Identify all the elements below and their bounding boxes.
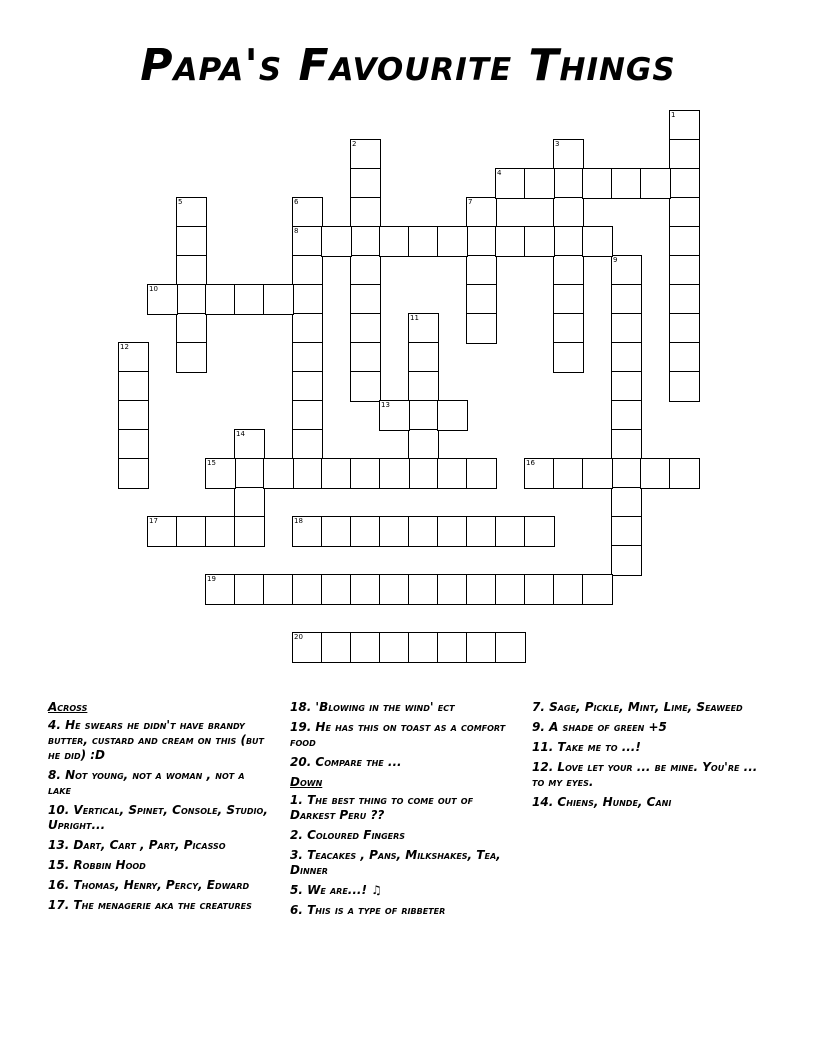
grid-cell[interactable] [118, 458, 149, 489]
down-clue: 7. Sage, Pickle, Mint, Lime, Seaweed [532, 700, 743, 714]
grid-cell[interactable] [611, 400, 642, 431]
grid-cell[interactable] [321, 632, 352, 663]
grid-cell[interactable] [524, 458, 555, 489]
across-clue: 15. Robbin Hood [48, 858, 146, 872]
grid-cell[interactable] [292, 226, 323, 257]
grid-cell[interactable] [582, 458, 613, 489]
grid-cell[interactable] [205, 458, 236, 489]
down-clue: 3. Teacakes , Pans, Milkshakes, Tea, Dinner [290, 848, 501, 877]
grid-cell[interactable] [350, 371, 381, 402]
across-clue: 8. Not young, not a woman , not a lake [48, 768, 245, 797]
grid-cell[interactable] [292, 284, 323, 315]
grid-cell[interactable] [669, 458, 700, 489]
grid-cell[interactable] [437, 226, 468, 257]
grid-cell[interactable] [553, 226, 584, 257]
grid-cell[interactable] [292, 574, 323, 605]
grid-cell[interactable] [118, 400, 149, 431]
grid-cell[interactable] [350, 342, 381, 373]
down-clue: 14. Chiens, Hunde, Cani [532, 795, 672, 809]
grid-cell[interactable] [176, 342, 207, 373]
grid-cell[interactable] [553, 458, 584, 489]
down-clue: 5. We are...! ♫ [290, 883, 382, 897]
grid-cell[interactable] [176, 313, 207, 344]
clues-column-1 [48, 700, 270, 918]
grid-cell[interactable] [292, 342, 323, 373]
grid-cell[interactable] [379, 632, 410, 663]
grid-cell[interactable] [292, 255, 323, 286]
grid-cell[interactable] [350, 168, 381, 199]
grid-cell[interactable] [495, 226, 526, 257]
grid-cell[interactable] [466, 255, 497, 286]
grid-cell[interactable] [669, 313, 700, 344]
grid-cell[interactable] [379, 574, 410, 605]
grid-cell[interactable] [611, 371, 642, 402]
grid-cell[interactable] [234, 487, 265, 518]
grid-cell[interactable] [611, 487, 642, 518]
grid-cell[interactable] [292, 429, 323, 460]
grid-cell[interactable] [176, 284, 207, 315]
grid-cell[interactable] [321, 458, 352, 489]
grid-cell[interactable] [408, 458, 439, 489]
down-clue: 6. This is a type of ribbeter [290, 903, 446, 917]
grid-cell[interactable] [350, 516, 381, 547]
clue-number: 7 [468, 198, 473, 206]
grid-cell[interactable] [205, 574, 236, 605]
across-clue: 17. The menagerie aka the creatures [48, 898, 252, 912]
grid-cell[interactable] [234, 284, 265, 315]
grid-cell[interactable] [147, 284, 178, 315]
grid-cell[interactable] [176, 226, 207, 257]
grid-cell[interactable] [466, 632, 497, 663]
grid-cell[interactable] [553, 197, 584, 228]
grid-cell[interactable] [408, 632, 439, 663]
grid-cell[interactable] [669, 342, 700, 373]
grid-cell[interactable] [350, 458, 381, 489]
grid-cell[interactable] [292, 371, 323, 402]
clue-number: 2 [352, 140, 357, 148]
grid-cell[interactable] [611, 313, 642, 344]
grid-cell[interactable] [466, 458, 497, 489]
grid-cell[interactable] [292, 632, 323, 663]
grid-cell[interactable] [611, 168, 642, 199]
grid-cell[interactable] [611, 545, 642, 576]
grid-cell[interactable] [205, 516, 236, 547]
grid-cell[interactable] [553, 284, 584, 315]
grid-cell[interactable] [321, 226, 352, 257]
clue-number: 19 [207, 575, 216, 583]
grid-cell[interactable] [350, 574, 381, 605]
grid-cell[interactable] [321, 516, 352, 547]
grid-cell[interactable] [582, 574, 613, 605]
grid-cell[interactable] [350, 226, 381, 257]
grid-cell[interactable] [466, 226, 497, 257]
down-clue: 9. A shade of green +5 [532, 720, 667, 734]
clues-column-3 [532, 700, 762, 815]
grid-cell[interactable] [234, 574, 265, 605]
down-clue: 12. Love let your ... be mine. You're ... to my eyes. [532, 760, 758, 789]
clue-number: 4 [497, 169, 502, 177]
grid-cell[interactable] [408, 226, 439, 257]
down-clue: 2. Coloured Fingers [290, 828, 406, 842]
grid-cell[interactable] [466, 313, 497, 344]
grid-cell[interactable] [495, 574, 526, 605]
grid-cell[interactable] [205, 284, 236, 315]
grid-cell[interactable] [263, 284, 294, 315]
grid-cell[interactable] [350, 197, 381, 228]
grid-cell[interactable] [582, 168, 613, 199]
grid-cell[interactable] [466, 197, 497, 228]
grid-cell[interactable] [669, 371, 700, 402]
grid-cell[interactable] [553, 139, 584, 170]
grid-cell[interactable] [408, 429, 439, 460]
clue-number: 3 [555, 140, 560, 148]
clue-number: 18 [294, 517, 303, 525]
clue-number: 1 [671, 111, 676, 119]
grid-cell[interactable] [234, 458, 265, 489]
grid-cell[interactable] [176, 255, 207, 286]
grid-cell[interactable] [379, 400, 410, 431]
grid-cell[interactable] [292, 458, 323, 489]
grid-cell[interactable] [234, 516, 265, 547]
grid-cell[interactable] [437, 516, 468, 547]
down-clue: 1. The best thing to come out of Darkest Peru ?? [290, 793, 474, 822]
grid-cell[interactable] [495, 516, 526, 547]
grid-cell[interactable] [350, 632, 381, 663]
across-clue: 18. 'Blowing in the wind' ect [290, 700, 455, 714]
clue-number: 12 [120, 343, 129, 351]
down-header: Down [290, 775, 323, 789]
grid-cell[interactable] [408, 516, 439, 547]
grid-cell[interactable] [611, 255, 642, 286]
grid-cell[interactable] [640, 458, 671, 489]
grid-cell[interactable] [379, 516, 410, 547]
across-clue: 19. He has this on toast as a comfort food [290, 720, 506, 749]
grid-cell[interactable] [553, 255, 584, 286]
grid-cell[interactable] [524, 574, 555, 605]
grid-cell[interactable] [669, 197, 700, 228]
grid-cell[interactable] [379, 458, 410, 489]
grid-cell[interactable] [669, 168, 700, 199]
across-clue: 10. Vertical, Spinet, Console, Studio, Upright... [48, 803, 268, 832]
grid-cell[interactable] [466, 574, 497, 605]
grid-cell[interactable] [553, 574, 584, 605]
grid-cell[interactable] [524, 516, 555, 547]
grid-cell[interactable] [669, 284, 700, 315]
grid-cell[interactable] [350, 255, 381, 286]
across-clue: 20. Compare the ... [290, 755, 402, 769]
grid-cell[interactable] [350, 313, 381, 344]
grid-cell[interactable] [611, 458, 642, 489]
grid-cell[interactable] [350, 284, 381, 315]
grid-cell[interactable] [669, 226, 700, 257]
grid-cell[interactable] [263, 574, 294, 605]
grid-cell[interactable] [321, 574, 352, 605]
down-clue: 11. Take me to ...! [532, 740, 641, 754]
grid-cell[interactable] [495, 168, 526, 199]
grid-cell[interactable] [640, 168, 671, 199]
grid-cell[interactable] [611, 429, 642, 460]
grid-cell[interactable] [437, 400, 468, 431]
grid-cell[interactable] [408, 313, 439, 344]
grid-cell[interactable] [524, 226, 555, 257]
grid-cell[interactable] [437, 632, 468, 663]
grid-cell[interactable] [553, 168, 584, 199]
clue-number: 15 [207, 459, 216, 467]
grid-cell[interactable] [118, 429, 149, 460]
grid-cell[interactable] [582, 226, 613, 257]
grid-cell[interactable] [118, 371, 149, 402]
grid-cell[interactable] [292, 197, 323, 228]
grid-cell[interactable] [147, 516, 178, 547]
grid-cell[interactable] [611, 342, 642, 373]
grid-cell[interactable] [118, 342, 149, 373]
grid-cell[interactable] [176, 516, 207, 547]
grid-cell[interactable] [408, 400, 439, 431]
across-header: Across [48, 700, 88, 714]
grid-cell[interactable] [408, 371, 439, 402]
clue-number: 5 [178, 198, 183, 206]
grid-cell[interactable] [263, 458, 294, 489]
grid-cell[interactable] [495, 632, 526, 663]
clue-number: 17 [149, 517, 158, 525]
grid-cell[interactable] [553, 313, 584, 344]
clue-number: 14 [236, 430, 245, 438]
clue-number: 9 [613, 256, 618, 264]
across-clue: 13. Dart, Cart , Part, Picasso [48, 838, 226, 852]
clue-number: 8 [294, 227, 299, 235]
grid-cell[interactable] [292, 516, 323, 547]
grid-cell[interactable] [669, 255, 700, 286]
grid-cell[interactable] [437, 458, 468, 489]
grid-cell[interactable] [524, 168, 555, 199]
across-clue: 4. He swears he didn't have brandy butter, custard and cream on this (but he did) :D [48, 718, 264, 762]
clues-column-2 [290, 700, 510, 923]
grid-cell[interactable] [234, 429, 265, 460]
grid-cell[interactable] [292, 400, 323, 431]
grid-cell[interactable] [466, 284, 497, 315]
grid-cell[interactable] [408, 574, 439, 605]
grid-cell[interactable] [669, 110, 700, 141]
clue-number: 6 [294, 198, 299, 206]
grid-cell[interactable] [292, 313, 323, 344]
grid-cell[interactable] [176, 197, 207, 228]
grid-cell[interactable] [611, 284, 642, 315]
page-title: Papa's Favourite Things [140, 40, 676, 91]
grid-cell[interactable] [669, 139, 700, 170]
clue-number: 16 [526, 459, 535, 467]
grid-cell[interactable] [466, 516, 497, 547]
grid-cell[interactable] [408, 342, 439, 373]
grid-cell[interactable] [611, 516, 642, 547]
grid-cell[interactable] [437, 574, 468, 605]
grid-cell[interactable] [379, 226, 410, 257]
clue-number: 20 [294, 633, 303, 641]
clue-number: 10 [149, 285, 158, 293]
clue-number: 11 [410, 314, 419, 322]
clue-number: 13 [381, 401, 390, 409]
across-clue: 16. Thomas, Henry, Percy, Edward [48, 878, 250, 892]
grid-cell[interactable] [553, 342, 584, 373]
grid-cell[interactable] [350, 139, 381, 170]
